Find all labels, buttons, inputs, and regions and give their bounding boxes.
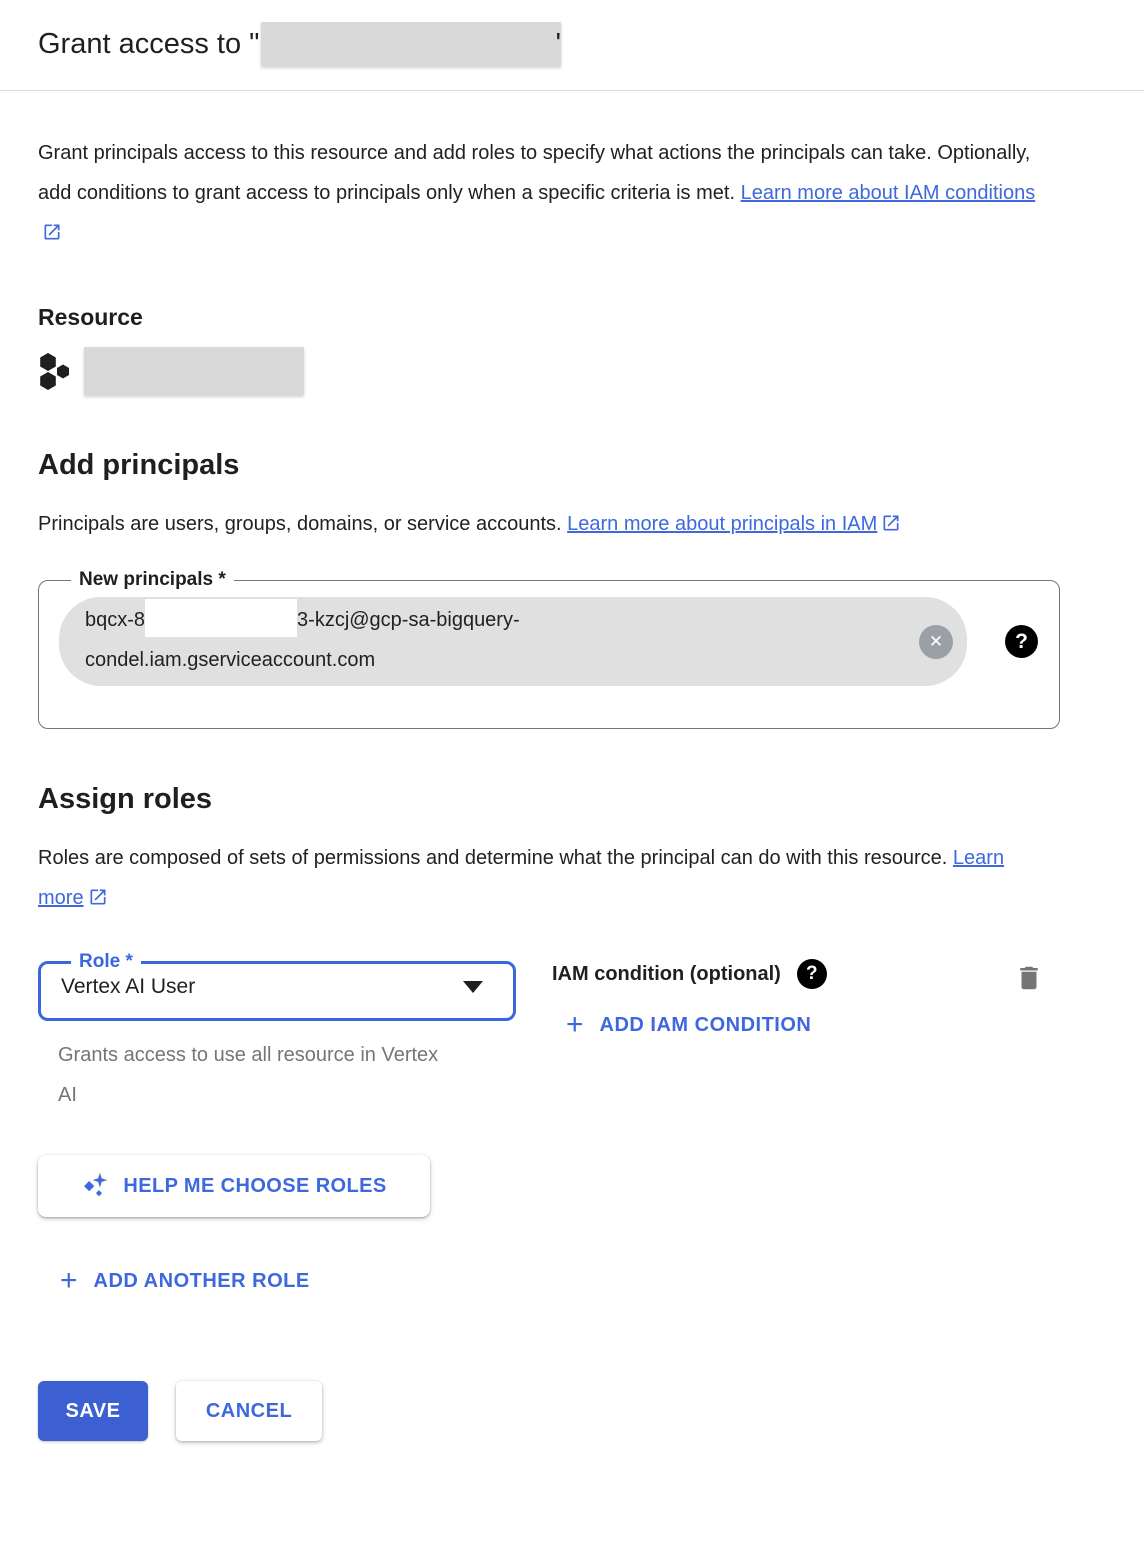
help-me-choose-roles-button[interactable]: HELP ME CHOOSE ROLES xyxy=(38,1155,430,1217)
plus-icon: + xyxy=(60,1264,78,1297)
roles-learn-more-link[interactable]: Learn more xyxy=(38,847,1004,909)
add-iam-condition-button[interactable]: + ADD IAM CONDITION xyxy=(566,1008,812,1041)
iam-condition-help-icon[interactable]: ? xyxy=(797,959,827,989)
role-assignment-row xyxy=(38,951,1060,1115)
delete-role-button[interactable] xyxy=(1014,980,1044,997)
new-principals-field[interactable] xyxy=(38,569,1060,729)
principals-help-icon[interactable]: ? xyxy=(1005,625,1038,658)
external-link-icon xyxy=(881,507,901,547)
intro-text: Grant principals access to this resource and add roles to specify what actions the principals can take. Optionally, add conditions to grant access to principals only when a specific criteria is met. Learn more about IAM conditions xyxy=(38,133,1050,256)
page-title-prefix: Grant access to " xyxy=(38,27,260,60)
resource-heading: Resource xyxy=(38,304,143,330)
save-button[interactable]: SAVE xyxy=(38,1381,148,1441)
iam-condition-label: IAM condition (optional) xyxy=(552,962,781,985)
iam-conditions-link[interactable]: Learn more about IAM conditions xyxy=(38,182,1035,244)
page-title xyxy=(38,22,1106,66)
redacted-resource-value xyxy=(84,347,304,395)
page-title-suffix: ' xyxy=(555,27,561,60)
add-another-role-button[interactable]: + ADD ANOTHER ROLE xyxy=(60,1264,310,1297)
new-principals-label: New principals * xyxy=(79,569,226,590)
assign-roles-heading: Assign roles xyxy=(38,783,213,815)
dialog-footer xyxy=(38,1381,1060,1441)
role-helper-text: Grants access to use all resource in Vertex AI xyxy=(58,1044,439,1106)
external-link-icon xyxy=(88,881,108,921)
principal-chip-line1: bqcx-8 3-kzcj@gcp-sa-bigquery- xyxy=(85,599,897,640)
add-principals-text: Principals are users, groups, domains, or service accounts. Learn more about principals in IAM xyxy=(38,504,1050,547)
remove-principal-icon[interactable]: ✕ xyxy=(919,625,953,659)
resource-row xyxy=(38,347,1060,395)
principal-chip xyxy=(59,597,967,686)
redacted-principal-id xyxy=(145,599,297,637)
role-select[interactable] xyxy=(38,951,516,1021)
redacted-resource-name xyxy=(261,22,561,66)
iam-condition-column xyxy=(552,951,827,1115)
principal-chip-line2: condel.iam.gserviceaccount.com xyxy=(85,649,376,671)
dialog-header xyxy=(0,0,1144,91)
chevron-down-icon xyxy=(463,981,483,993)
assign-roles-text: Roles are composed of sets of permissions and determine what the principal can do with this resource. Learn more xyxy=(38,838,1050,921)
role-label: Role * xyxy=(79,951,133,972)
external-link-icon xyxy=(42,216,62,256)
plus-icon: + xyxy=(566,1008,584,1041)
resource-hexagons-icon xyxy=(38,350,72,392)
cancel-button[interactable]: CANCEL xyxy=(176,1381,322,1441)
principals-iam-link[interactable]: Learn more about principals in IAM xyxy=(567,513,901,535)
role-selected-value: Vertex AI User xyxy=(61,975,196,998)
gemini-sparkle-icon xyxy=(81,1171,109,1202)
add-principals-heading: Add principals xyxy=(38,449,240,481)
